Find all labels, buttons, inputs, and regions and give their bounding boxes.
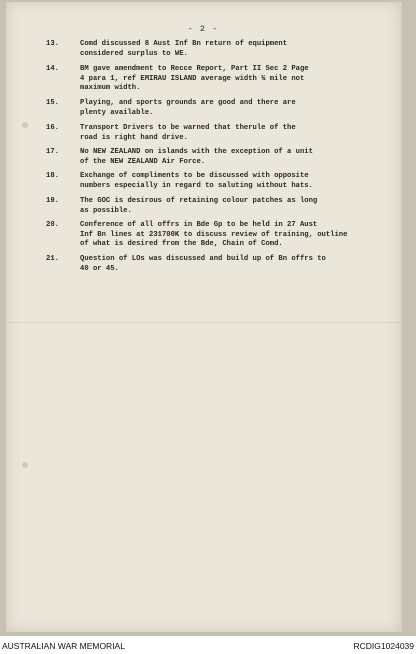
- item-text: No NEW ZEALAND on islands with the exception of a unit of the NEW ZEALAND Air Force.: [80, 148, 313, 166]
- punch-hole: [22, 122, 28, 128]
- item-text: Playing, and sports grounds are good and there are plenty available.: [80, 99, 296, 117]
- paper-fold: [6, 322, 400, 323]
- record-id: RCDIG1024039: [353, 641, 414, 651]
- item-number: 21.: [46, 255, 59, 263]
- item-number: 16.: [46, 124, 59, 132]
- item-text: Question of LOs was discussed and build up of Bn offrs to 40 or 45.: [80, 255, 326, 273]
- item-text: Transport Drivers to be warned that therule of the road is right hand drive.: [80, 124, 296, 142]
- item-number: 15.: [46, 99, 59, 107]
- item-number: 19.: [46, 197, 59, 205]
- item-text: Conference of all offrs in Bde Gp to be held in 27 Aust Inf Bn lines at 231700K to discuss review of training, outline of what is desired from the Bde, Chain of Comd.: [80, 221, 348, 249]
- item-text: Exchange of compliments to be discussed with opposite numbers especially in regard to saluting without hats.: [80, 172, 313, 190]
- item-number: 13.: [46, 40, 59, 48]
- item-number: 18.: [46, 172, 59, 180]
- archive-footer: [0, 636, 416, 654]
- item-number: 17.: [46, 148, 59, 156]
- item-text: Comd discussed 8 Aust Inf Bn return of equipment considered surplus to WE.: [80, 40, 288, 58]
- punch-hole: [22, 462, 28, 468]
- page-number: - 2 -: [187, 24, 219, 34]
- archive-name: AUSTRALIAN WAR MEMORIAL: [2, 641, 125, 651]
- item-number: 14.: [46, 65, 59, 73]
- document-page: [6, 2, 402, 632]
- item-text: BM gave amendment to Recce Report, Part II Sec 2 Page 4 para 1, ref EMIRAU ISLAND average width ¾ mile not maximum width.: [80, 65, 309, 93]
- item-text: The GOC is desirous of retaining colour patches as long as possible.: [80, 197, 318, 215]
- item-number: 20.: [46, 221, 59, 229]
